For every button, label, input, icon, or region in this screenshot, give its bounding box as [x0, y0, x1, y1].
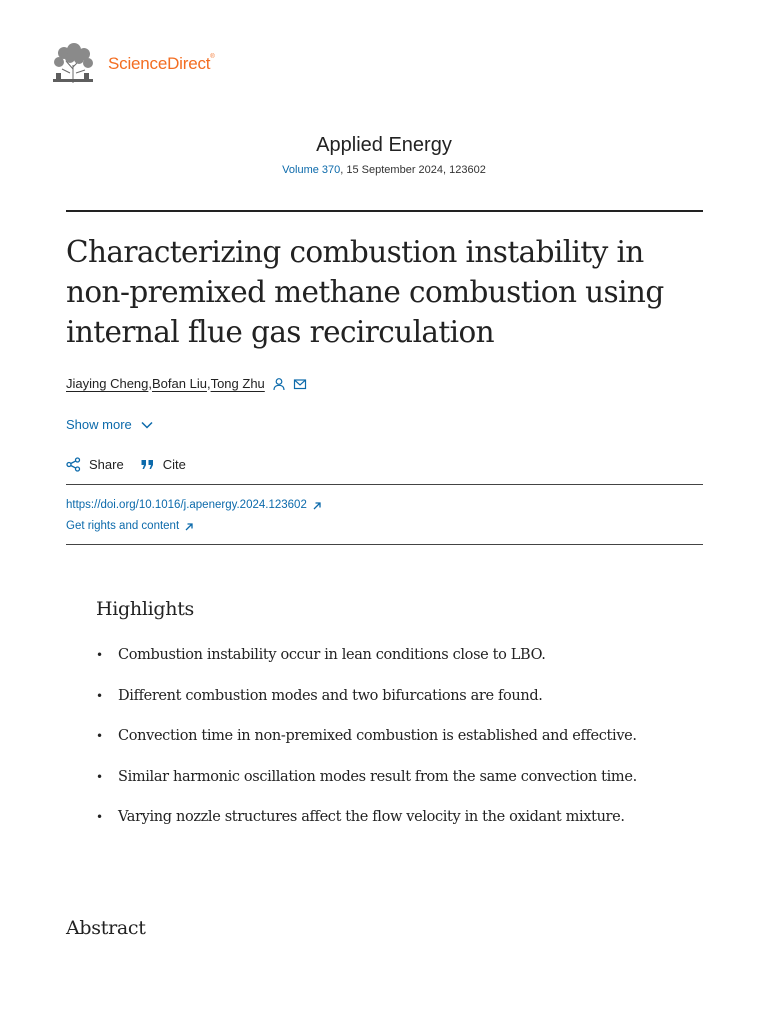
highlights-list — [96, 643, 736, 846]
author-separator: , — [206, 376, 211, 391]
cite-button[interactable] — [140, 457, 186, 472]
highlights-heading: Highlights — [96, 598, 194, 620]
volume-link[interactable]: Volume 370 — [282, 164, 341, 176]
bullet: • — [96, 729, 103, 743]
list-item — [96, 805, 736, 846]
sciencedirect-logo-text — [108, 54, 215, 74]
doi-link[interactable] — [66, 495, 322, 516]
links-bottom-divider — [66, 544, 703, 545]
rights-link[interactable] — [66, 516, 194, 537]
author-link[interactable]: Jiaying Cheng — [66, 376, 149, 391]
doi-block — [66, 495, 322, 537]
highlight-text: Similar harmonic oscillation modes result from the same convection time. — [118, 768, 637, 785]
list-item — [96, 643, 736, 684]
abstract-heading: Abstract — [66, 917, 146, 939]
logo-registered-mark: ® — [210, 54, 215, 60]
highlight-text: Different combustion modes and two bifurcations are found. — [118, 687, 543, 704]
list-item — [96, 765, 736, 806]
list-item — [96, 724, 736, 765]
author-separator: , — [148, 376, 153, 391]
bullet: • — [96, 648, 103, 662]
article-title: Characterizing combustion instability in non-premixed methane combustion using internal flue gas recirculation — [66, 235, 664, 349]
share-label: Share — [89, 457, 124, 472]
share-icon — [66, 457, 81, 472]
cite-label: Cite — [162, 457, 186, 472]
chevron-down-icon — [140, 418, 154, 432]
author-link[interactable]: Bofan Liu — [152, 376, 207, 391]
list-item — [96, 684, 736, 725]
title-divider — [66, 210, 703, 212]
share-button[interactable] — [66, 457, 124, 472]
bullet: • — [96, 810, 103, 824]
highlight-text: Varying nozzle structures affect the flow velocity in the oxidant mixture. — [118, 809, 625, 825]
bullet: • — [96, 688, 103, 703]
show-more-label: Show more — [66, 417, 132, 432]
logo-wordmark: ScienceDirect — [108, 54, 211, 73]
external-link-icon — [312, 501, 322, 511]
bullet: • — [96, 769, 103, 784]
issue-date: , 15 September 2024, 123602 — [340, 164, 486, 176]
journal-name[interactable]: Applied Energy — [316, 134, 452, 156]
links-top-divider — [66, 484, 703, 485]
author-link[interactable]: Tong Zhu — [210, 376, 265, 391]
highlight-text: Combustion instability occur in lean conditions close to LBO. — [118, 647, 546, 663]
person-icon[interactable] — [272, 377, 286, 391]
sciencedirect-header[interactable] — [50, 42, 215, 86]
envelope-icon[interactable] — [293, 377, 307, 391]
doi-text: https://doi.org/10.1016/j.apenergy.2024.123602 — [66, 499, 307, 511]
quote-icon — [140, 457, 155, 472]
elsevier-tree-icon — [50, 43, 96, 85]
show-more-button[interactable] — [66, 417, 154, 432]
journal-info — [0, 134, 768, 176]
rights-text: Get rights and content — [66, 520, 180, 532]
article-actions — [66, 457, 202, 472]
external-link-icon — [184, 522, 194, 532]
highlight-text: Convection time in non-premixed combustion is established and effective. — [118, 728, 637, 744]
author-list — [66, 376, 307, 391]
journal-meta — [0, 164, 768, 176]
